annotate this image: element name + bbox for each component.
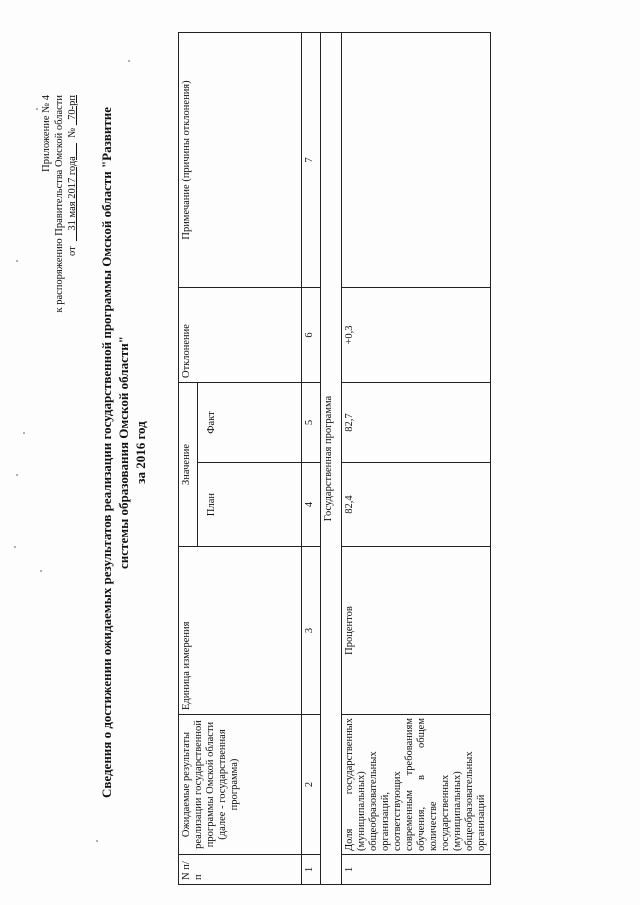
colnum-6: 6 [302,288,321,383]
row-plan: 82,4 [342,463,491,547]
appendix-line-1: Приложение № 4 [41,95,52,172]
header-plan: План [198,463,302,547]
section-label: Государственная программа [321,33,342,885]
appendix-line-2: к распоряжению Правительства Омской области [54,95,65,313]
section-row [321,33,342,885]
appendix-line-3 [66,95,79,312]
colnum-4: 4 [302,463,321,547]
document-title [98,0,149,905]
row-expected-result [342,715,491,855]
column-number-row [302,33,321,885]
colnum-5: 5 [302,383,321,463]
appendix-date: 31 мая 2017 года [67,156,78,231]
appendix-note [40,95,79,312]
result-line: общеобразовательных организаций, [368,751,391,851]
header-value: Значение [179,383,198,547]
result-line: обучения, в общем количестве [416,718,439,851]
row-note [342,33,491,288]
row-deviation: +0,3 [342,288,491,383]
title-line-3: за 2016 год [133,421,148,484]
appendix-no: № [67,127,78,138]
header-row [179,33,198,885]
header-deviation: Отклонение [179,288,302,383]
row-unit: Процентов [342,547,491,715]
header-note: Примечание (причины отклонения) [179,33,302,288]
result-line: Доля государственных (муниципальных) [344,718,367,851]
colnum-1: 1 [302,855,321,885]
row-fact: 82,7 [342,383,491,463]
title-line-1: Сведения о достижении ожидаемых результатов реализации государственной программы Омской области "Развитие [99,106,114,799]
appendix-from: от [67,246,78,257]
header-fact: Факт [198,383,302,463]
header-number: N п/п [179,855,302,885]
colnum-3: 3 [302,547,321,715]
colnum-2: 2 [302,715,321,855]
header-unit: Единица измерения [179,547,302,715]
header-expected-results: Ожидаемые результаты реализации государственной программы Омской области (далее - государственная программа) [179,715,302,855]
results-table [178,32,491,885]
result-line: соответствующих современным требованиям [392,718,415,851]
table-row [342,33,491,885]
colnum-7: 7 [302,33,321,288]
row-number: 1 [342,855,491,885]
title-line-2: системы образования Омской области" [116,336,131,569]
result-line: общеобразовательных организаций [464,751,487,851]
result-line: государственных (муниципальных) [440,771,463,851]
appendix-number: 70-рп [67,95,78,120]
